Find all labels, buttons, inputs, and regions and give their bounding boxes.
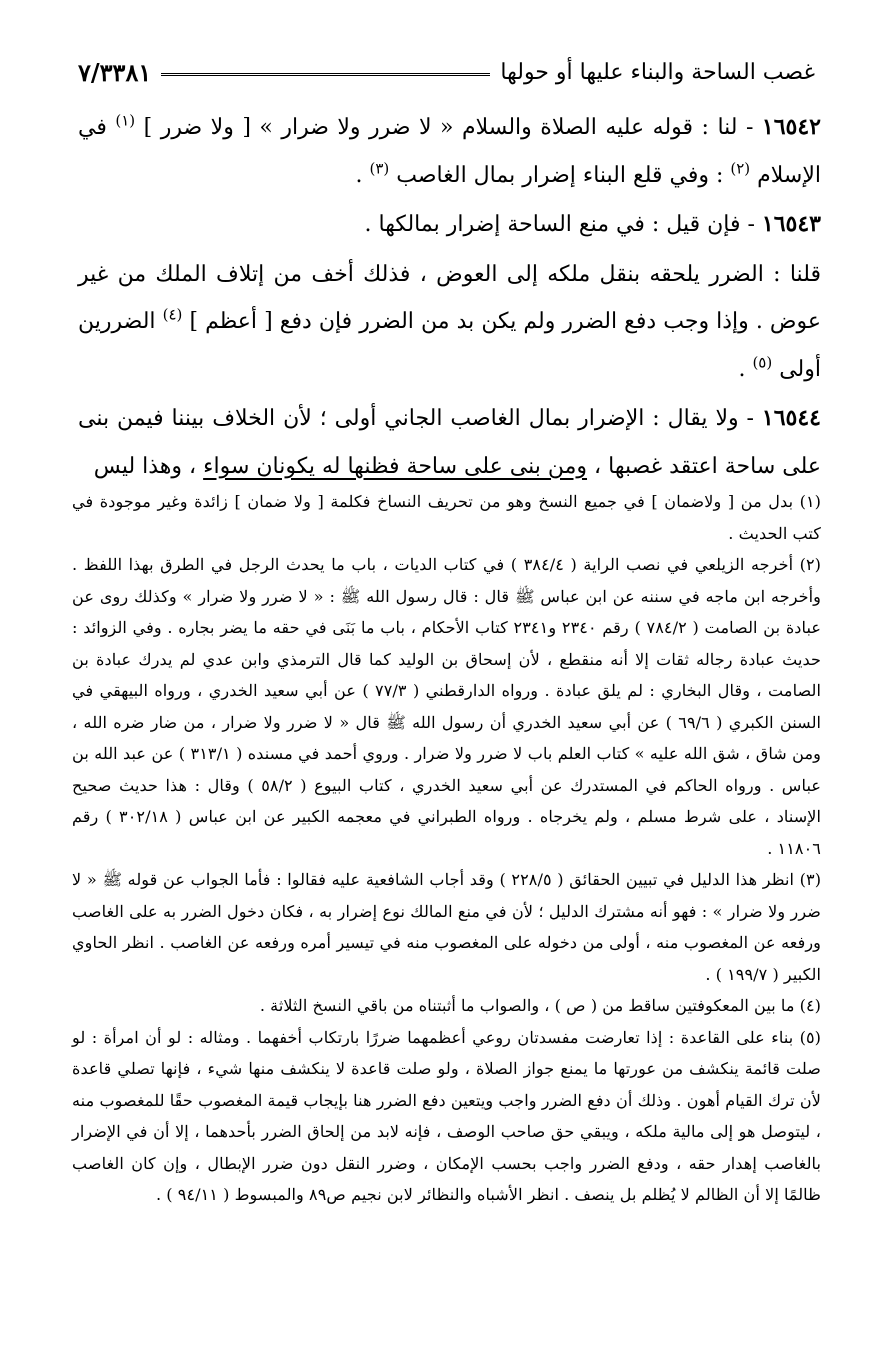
- header-rule: [161, 73, 490, 76]
- paragraph-16544: [78, 395, 821, 490]
- page-number: ٧/٣٣٨١: [78, 57, 152, 87]
- paragraph-16542: [78, 104, 821, 199]
- footnote-ref[interactable]: (٣): [369, 159, 390, 178]
- paragraph-number: ١٦٥٤٣: [761, 211, 821, 237]
- running-head: غصب الساحة والبناء عليها أو حولها: [500, 59, 815, 85]
- footnote-3: (٣) انظر هذا الدليل في تبيين الحقائق ( ٢٢٨/٥ ) وقد أجاب الشافعية عليه فقالوا : فأما الجواب عن قوله ﷺ « لا ضرر ولا ضرار » : فهو أنه مشترك الدليل ؛ لأن في منع المالك نوع إضرار به ، فكان دخول الضرر به على الغاصب ورفعه عن المغصوب منه ، أولى من دخوله على المغصوب منه في تيسير أمره ورفعه عن الغاصب . انظر الحاوي الكبير ( ١٩٩/٧ ) .: [72, 870, 822, 984]
- paragraph-reply: [78, 251, 821, 394]
- footnote-2: (٢) أخرجه الزيلعي في نصب الراية ( ٣٨٤/٤ ) في كتاب الديات ، باب ما يحدث الرجل في الطرق بهذا اللفظ . وأخرجه ابن ماجه في سننه عن ابن عباس ﷺ قال : قال رسول الله ﷺ : « لا ضرر ولا ضرار » وكذلك روى عن عبادة بن الصامت ( ٧٨٤/٢ ) رقم ٢٣٤٠ و٢٣٤١ كتاب الأحكام ، باب ما بَنَى في حقه ما يضر بجاره . وفي الزوائد : حديث عبادة رجاله ثقات إلا أنه منقطع ، لأن إسحاق بن الوليد كما قال الترمذي وابن عدي لم يدرك عبادة بن الصامت ، وقال البخاري : لم يلق عبادة . ورواه الدارقطني ( ٧٧/٣ ) عن أبي سعيد الخدري ، ورواه البيهقي في السنن الكبري ( ٦٩/٦ ) عن أبي سعيد الخدري أن رسول الله ﷺ قال « لا ضرر ولا ضرار ، من ضار ضره الله ، ومن شاق ، شق الله عليه » كتاب العلم باب لا ضرر ولا ضرار . وروي أحمد في مسنده ( ٣١٣/١ ) عن عبد الله بن عباس . ورواه الحاكم في المستدرك عن أبي سعيد الخدري ، كتاب البيوع ( ٥٨/٢ ) وقال : هذا حديث صحيح الإسناد ، على شرط مسلم ، ولم يخرجاه . ورواه الطبراني في معجمه الكبير عن ابن عباس ( ٣٠٢/١٨ ) رقم ١١٨٠٦ .: [72, 555, 822, 858]
- paragraph-number: ١٦٥٤٢: [761, 114, 821, 140]
- paragraph-text: .: [355, 162, 370, 188]
- main-text: [78, 104, 821, 490]
- footnote-5: (٥) بناء على القاعدة : إذا تعارضت مفسدتان روعي أعظمهما ضررًا بارتكاب أخفهما . ومثاله : لو أن امرأة : لو صلت قائمة ينكشف من عورتها ما يمنع جواز الصلاة ، ولو صلت قاعدة لا ينكشف منها شيء ، فإنها تصلي قاعدة لأن ترك القيام أهون . وذلك أن دفع الضرر واجب ويتعين دفع الضرر هنا بإيجاب قيمة المغصوب حقًا للمغصوب منه ، ليتوصل هو إلى مالية ملكه ، ويبقي حق صاحب الوصف ، فإنه لابد من إلحاق الضرر بأحدهما ، إلا أن في الإضرار بالغاصب إهدار حقه ، ودفع الضرر واجب بحسب الإمكان ، وضرر النقل دون ضرر الإبطال ، وإن كان الغاصب ظالمًا إلا أن الظالم لا يُظلم بل ينصف . انظر الأشباه والنظائر لابن نجيم ص٨٩ والمبسوط ( ٩٤/١١ ) .: [72, 1027, 821, 1204]
- paragraph-text: قلنا : الضرر يلحقه بنقل ملكه إلى العوض ، فذلك أخف من إتلاف الملك من غير عوض . وإذا وجب دفع الضرر ولم يكن بد من الضرر فإن دفع [ أعظم ]: [78, 261, 821, 334]
- paragraph-text: - فإن قيل : في منع الساحة إضرار بمالكها .: [364, 212, 762, 237]
- paragraph-text: في الإسلام: [78, 115, 821, 188]
- paragraph-text: الضررين أولى: [78, 309, 821, 382]
- footnote-4: (٤) ما بين المعكوفتين ساقط من ( ص ) ، والصواب ما أثبتناه من باقي النسخ الثلاثة .: [259, 996, 821, 1015]
- paragraph-text: .: [738, 356, 753, 382]
- paragraph-text: - ولا يقال : الإضرار بمال الغاصب الجاني أولى ؛ لأن الخلاف بيننا فيمن بنى على ساحة اعتقد غصبها ،: [78, 406, 821, 479]
- paragraph-number: ١٦٥٤٤: [761, 405, 821, 431]
- footnote-ref[interactable]: (٥): [752, 353, 773, 372]
- footnote-1: (١) بدل من [ ولاضمان ] في جميع النسخ وهو من تحريف النساخ فكلمة [ ولا ضمان ] زائدة وغير موجودة في كتب الحديث .: [72, 492, 821, 543]
- paragraph-16543: [78, 201, 821, 249]
- underlined-text: ومن بنى على ساحة فظنها له يكونان سواء: [203, 453, 588, 479]
- paragraph-text: - لنا : قوله عليه الصلاة والسلام « لا ضرر ولا ضرار » [ ولا ضرر ]: [143, 115, 762, 140]
- footnote-ref[interactable]: (٢): [730, 159, 751, 178]
- footnote-ref[interactable]: (٤): [162, 305, 183, 324]
- paragraph-text: ، وهذا ليس: [93, 453, 204, 479]
- footnotes: [72, 486, 821, 1211]
- page-header: [78, 52, 815, 92]
- footnote-ref[interactable]: (١): [115, 111, 136, 130]
- paragraph-text: : وفي قلع البناء إضرار بمال الغاصب: [396, 162, 731, 188]
